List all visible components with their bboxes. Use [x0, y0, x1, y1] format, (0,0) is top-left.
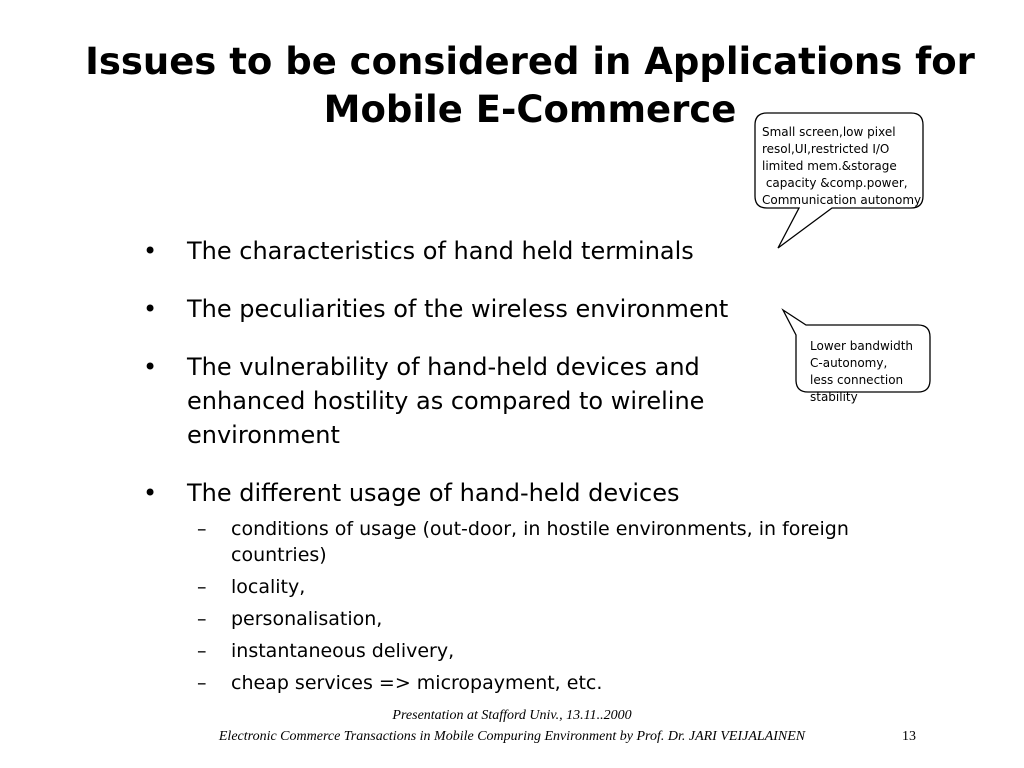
sub-bullet-item: [197, 574, 857, 600]
sub-bullet-mark: –: [197, 518, 207, 540]
sub-bullet-mark: –: [197, 608, 207, 630]
sub-bullet-text: instantaneous delivery,: [231, 640, 455, 662]
bullet-text: The characteristics of hand held terminals: [187, 237, 694, 265]
sub-bullet-item: [197, 516, 857, 568]
sub-bullet-text: personalisation,: [231, 608, 383, 630]
bullet-mark: •: [143, 295, 158, 323]
sub-bullet-item: [197, 606, 857, 632]
bullet-item: [143, 292, 783, 326]
sub-bullet-text: locality,: [231, 576, 306, 598]
sub-bullet-list: [197, 516, 857, 702]
bullet-list: [143, 234, 783, 534]
callout-wireless-text: Lower bandwidth C-autonomy, less connection stability: [810, 339, 914, 404]
sub-bullet-mark: –: [197, 576, 207, 598]
callout-terminal-text: Small screen,low pixel resol,UI,restricted I/O limited mem.&storage capacity &comp.power, Communication autonomy: [762, 125, 922, 207]
bullet-item: [143, 234, 783, 268]
sub-bullet-text: conditions of usage (out-door, in hostile environments, in foreign countries): [231, 518, 849, 566]
slide-title-line-2: Mobile E-Commerce: [323, 88, 737, 131]
bullet-mark: •: [143, 353, 158, 381]
footer-presentation: Presentation at Stafford Univ., 13.11..2000: [392, 708, 632, 723]
bullet-mark: •: [143, 479, 158, 507]
bullet-item: [143, 350, 707, 452]
sub-bullet-mark: –: [197, 640, 207, 662]
bullet-mark: •: [143, 237, 158, 265]
page-number: 13: [902, 729, 916, 744]
sub-bullet-text: cheap services => micropayment, etc.: [231, 672, 603, 694]
bullet-text: The peculiarities of the wireless environment: [187, 295, 729, 323]
slide-title-line-1: Issues to be considered in Applications for: [85, 40, 975, 83]
sub-bullet-mark: –: [197, 672, 207, 694]
bullet-text: The different usage of hand-held devices: [187, 479, 680, 507]
bullet-item: [143, 476, 783, 510]
sub-bullet-item: [197, 638, 857, 664]
sub-bullet-item: [197, 670, 857, 696]
bullet-text: The vulnerability of hand-held devices and enhanced hostility as compared to wireline environment: [187, 353, 705, 449]
footer-course: Electronic Commerce Transactions in Mobile Compuring Environment by Prof. Dr. JARI VEIJALAINEN: [218, 729, 806, 744]
